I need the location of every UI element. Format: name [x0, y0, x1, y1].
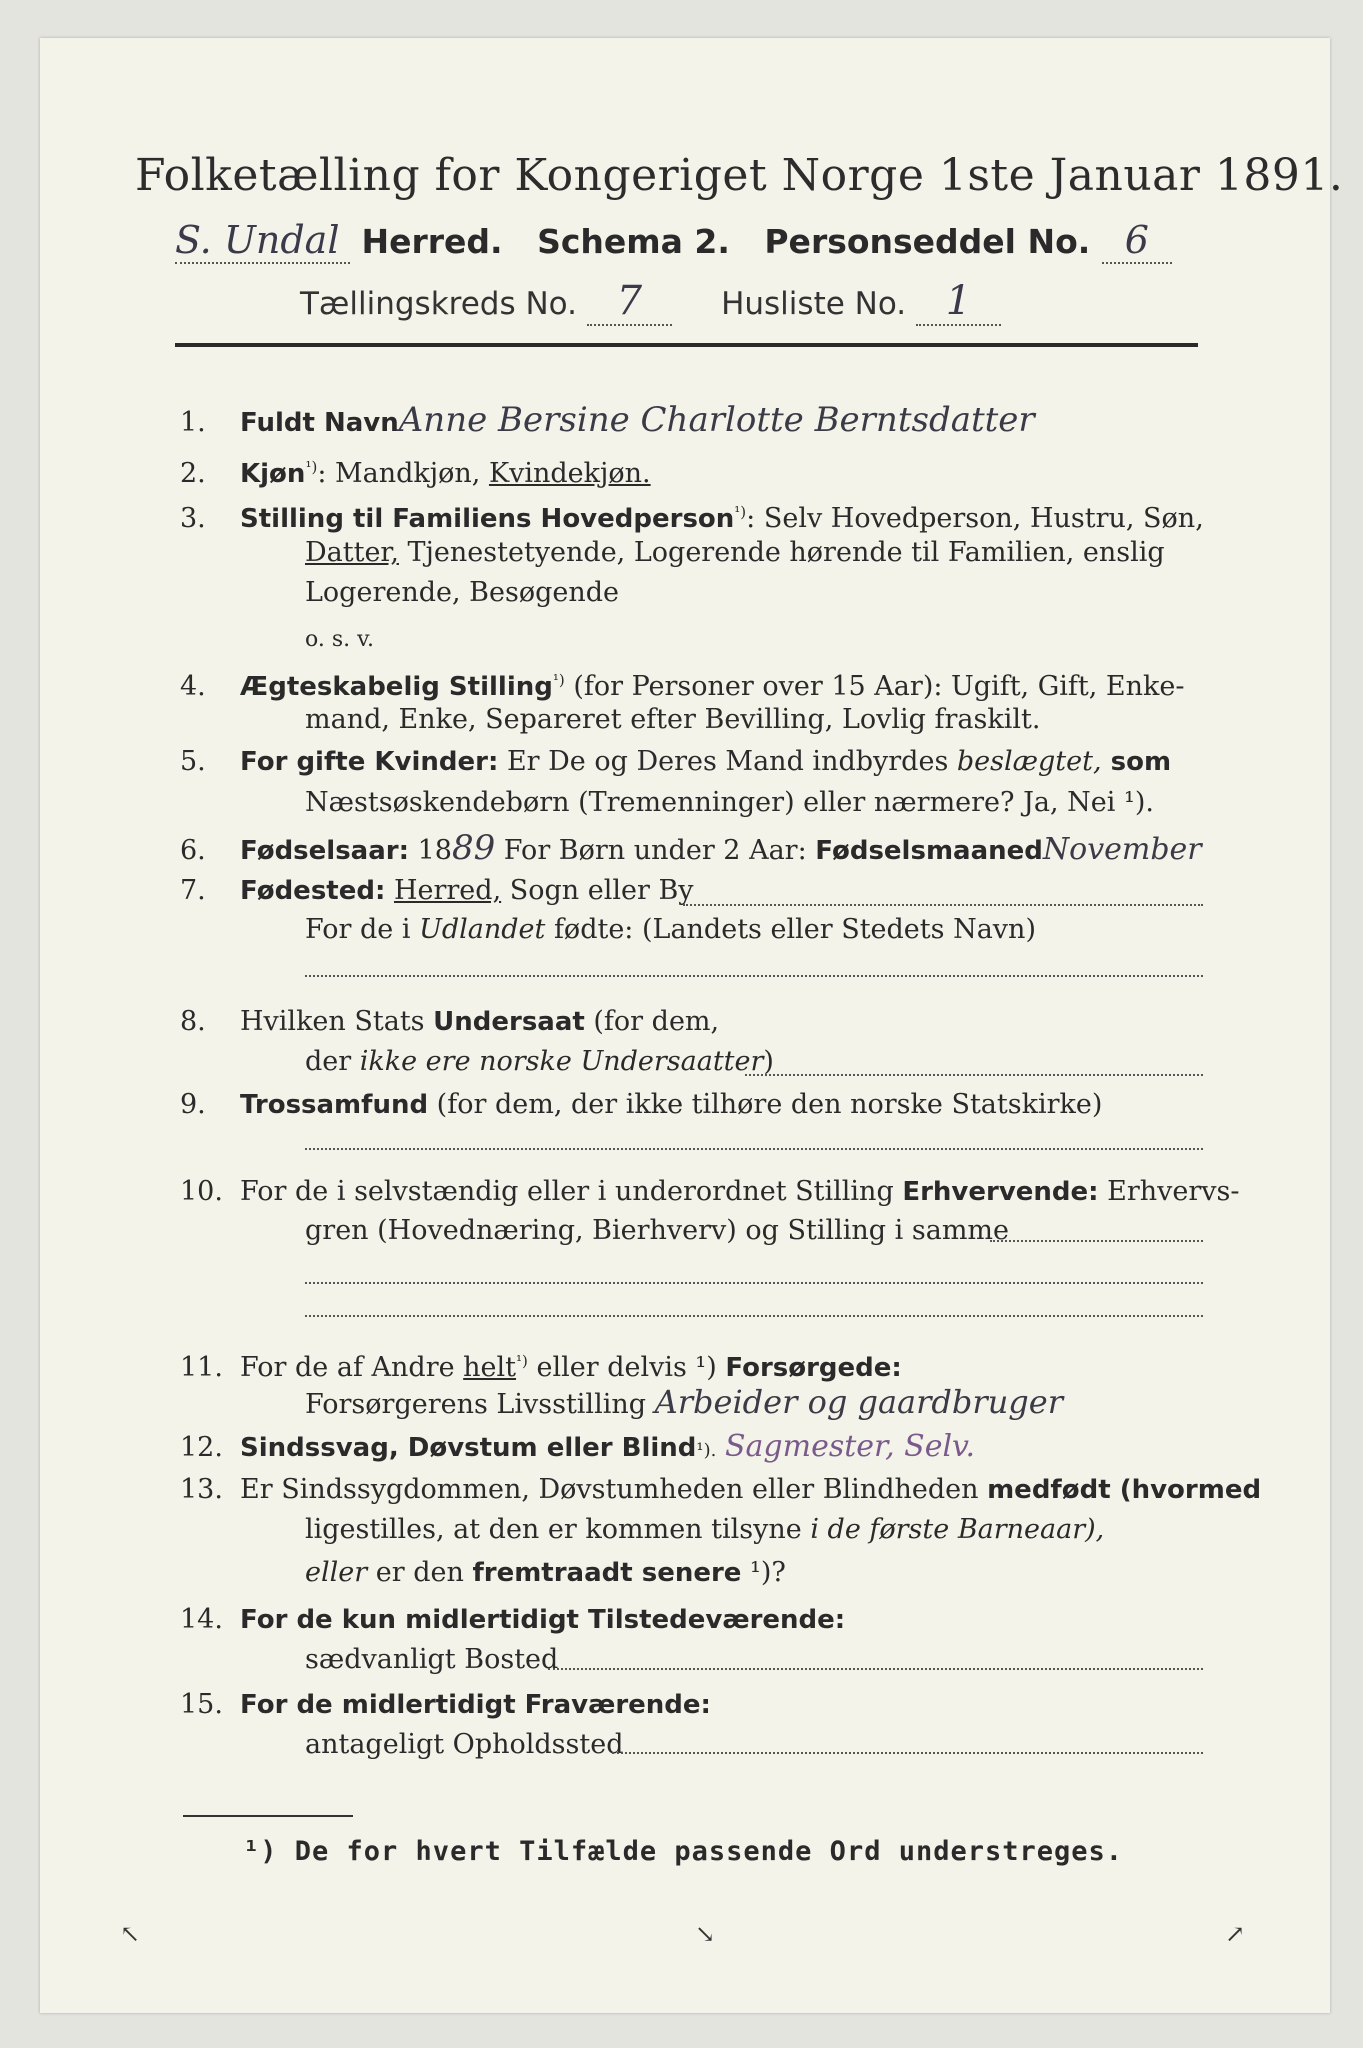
- question-text: Er Sindssygdommen, Døvstumheden eller Blindheden: [240, 1474, 988, 1505]
- question-10-line-2: gren (Hovednæring, Bierhverv) og Stilling i samme: [305, 1215, 1010, 1246]
- birth-month-value: November: [1042, 832, 1202, 867]
- footnote-ref: ¹).: [696, 1440, 717, 1461]
- question-14-line-2: sædvanligt Bosted: [305, 1644, 559, 1675]
- provider-occupation-value: Arbeider og gaardbruger: [654, 1383, 1064, 1421]
- question-label: Fuldt Navn: [240, 408, 399, 438]
- header-row-herred: [175, 218, 1205, 264]
- question-4: [180, 665, 1220, 702]
- question-text: Sogn eller By: [501, 875, 694, 906]
- question-number: 7.: [180, 875, 206, 906]
- question-text-italic: eller: [305, 1557, 368, 1588]
- question-number: 13.: [180, 1474, 223, 1505]
- question-text: er den: [367, 1557, 473, 1588]
- form-title: Folketælling for Kongeriget Norge 1ste Januar 1891.: [135, 150, 1344, 201]
- question-label: For de kun midlertidigt Tilstedeværende:: [240, 1605, 846, 1635]
- full-name-value: Anne Bersine Charlotte Berntsdatter: [398, 400, 1035, 440]
- birth-year-value: 89: [451, 828, 496, 868]
- question-text: fødte: (Landets eller Stedets Navn): [545, 914, 1036, 945]
- question-12: [180, 1429, 1220, 1466]
- question-label: Sindssvag, Døvstum eller Blind: [240, 1433, 697, 1463]
- answer-line: [745, 1074, 1203, 1076]
- footnote-ref: ¹): [516, 1352, 528, 1370]
- header-row-kreds: [300, 278, 1100, 326]
- personseddel-value: 6: [1102, 218, 1172, 264]
- question-text: (for dem, der ikke tilhøre den norske Statskirke): [428, 1089, 1103, 1120]
- question-label: Fødselsaar:: [240, 836, 409, 866]
- answer-line: [612, 1752, 1203, 1754]
- footnote-ref: ¹): [305, 458, 318, 476]
- question-8-line-2: der ikke ere norske Undersaatter): [305, 1046, 774, 1077]
- question-label: Undersaat: [433, 1007, 585, 1037]
- question-text: eller delvis ¹): [527, 1352, 726, 1383]
- question-text-underlined: helt: [463, 1352, 517, 1383]
- husliste-label: Husliste No.: [721, 286, 907, 322]
- question-text: For de i selvstændig eller i underordnet Stilling: [240, 1176, 903, 1207]
- question-13-line-3: [305, 1558, 786, 1588]
- question-number: 4.: [180, 671, 206, 702]
- question-number: 6.: [180, 835, 206, 866]
- question-text: (hvormed: [1110, 1475, 1262, 1505]
- question-label: medfødt: [987, 1475, 1111, 1505]
- question-text-underlined: Datter,: [305, 537, 399, 568]
- herred-value: S. Undal: [175, 218, 350, 264]
- question-15: [180, 1690, 1220, 1720]
- question-15-line-2: antageligt Opholdssted: [305, 1729, 624, 1760]
- question-label: Fødested:: [240, 876, 386, 906]
- answer-line: [305, 1282, 1203, 1284]
- question-3: [180, 497, 1220, 534]
- taellingskreds-label: Tællingskreds No.: [300, 286, 577, 322]
- question-number: 11.: [180, 1352, 223, 1383]
- question-text: For de i: [305, 914, 420, 945]
- question-number: 5.: [180, 746, 206, 777]
- question-text: ¹)?: [741, 1557, 786, 1588]
- footnote-ref: ¹): [734, 503, 747, 521]
- question-11-line-2: [305, 1383, 1064, 1421]
- question-text: Forsørgerens Livsstilling: [305, 1389, 647, 1420]
- question-3-line-2: [305, 538, 1165, 568]
- question-number: 15.: [180, 1689, 223, 1720]
- question-label: Stilling til Familiens Hovedperson: [240, 504, 735, 534]
- question-text: For de af Andre: [240, 1352, 464, 1383]
- taellingskreds-value: 7: [587, 278, 672, 326]
- question-8: [180, 1007, 1220, 1037]
- question-number: 1.: [180, 407, 206, 438]
- question-5: [180, 747, 1220, 777]
- personseddel-label: Personseddel No.: [764, 222, 1091, 261]
- question-number: 10.: [180, 1176, 223, 1207]
- corner-mark-icon: ↗: [1225, 1920, 1246, 1948]
- question-text: : Mandkjøn,: [317, 458, 489, 489]
- question-number: 8.: [180, 1006, 206, 1037]
- question-10: [180, 1176, 1240, 1207]
- question-14: [180, 1605, 1220, 1635]
- question-text: som: [1101, 747, 1172, 777]
- husliste-value: 1: [916, 278, 1001, 326]
- question-text: Hvilken Stats: [240, 1006, 434, 1037]
- question-label: Trossamfund: [240, 1090, 429, 1120]
- annotation-value: Sagmester, Selv.: [724, 1429, 975, 1464]
- question-label: fremtraadt senere: [472, 1558, 742, 1588]
- corner-mark-icon: ↘: [695, 1920, 716, 1948]
- answer-line: [548, 1668, 1203, 1670]
- question-text-underlined: Kvindekjøn.: [488, 458, 651, 489]
- question-6: [180, 828, 1220, 868]
- question-text: : Selv Hovedperson, Hustru, Søn,: [746, 503, 1204, 534]
- question-label: Ægteskabelig Stilling: [240, 672, 553, 702]
- question-2: [180, 452, 1220, 489]
- question-text-italic: ikke ere norske Undersaatter: [359, 1046, 764, 1077]
- question-3-line-4: o. s. v.: [305, 627, 374, 652]
- question-4-line-2: mand, Enke, Separeret efter Bevilling, Lovlig fraskilt.: [305, 704, 1041, 735]
- question-11: [180, 1346, 1220, 1383]
- herred-label: Herred.: [361, 222, 503, 261]
- question-text: Erhvervs-: [1098, 1176, 1240, 1207]
- answer-line: [305, 1148, 1203, 1150]
- question-7-line-2: [305, 915, 1036, 945]
- question-3-line-3: Logerende, Besøgende: [305, 577, 619, 608]
- question-13: [180, 1474, 1262, 1505]
- question-number: 2.: [180, 458, 206, 489]
- answer-line: [683, 904, 1203, 906]
- question-text-italic: i de første Barneaar),: [810, 1514, 1105, 1545]
- question-text: (for dem,: [584, 1006, 720, 1037]
- question-text: ligestilles, at den er kommen tilsyne: [305, 1514, 811, 1545]
- question-label: Fødselsmaaned: [815, 836, 1043, 866]
- question-7: [180, 876, 1220, 906]
- question-5-line-2: Næstsøskendebørn (Tremenninger) eller nærmere? Ja, Nei ¹).: [305, 787, 1154, 818]
- question-number: 12.: [180, 1432, 223, 1463]
- question-text: For Børn under 2 Aar:: [495, 835, 816, 866]
- footnote: ¹) De for hvert Tilfælde passende Ord understreges.: [243, 1836, 1124, 1867]
- answer-line: [305, 1315, 1203, 1317]
- question-text: (for Personer over 15 Aar): Ugift, Gift, Enke-: [564, 671, 1185, 702]
- question-text: Tjenestetyende, Logerende hørende til Familien, enslig: [398, 537, 1165, 568]
- footnote-ref: ¹): [552, 671, 565, 689]
- answer-line: [305, 975, 1203, 977]
- question-label: Forsørgede:: [725, 1353, 902, 1383]
- schema-label: Schema 2.: [537, 222, 730, 261]
- question-text: der: [305, 1046, 360, 1077]
- question-9: [180, 1090, 1220, 1120]
- question-1: [180, 400, 1220, 440]
- answer-line: [990, 1240, 1203, 1242]
- question-text: Er De og Deres Mand indbyrdes: [498, 746, 957, 777]
- question-number: 9.: [180, 1089, 206, 1120]
- question-text-italic: Udlandet: [419, 914, 546, 945]
- question-number: 3.: [180, 503, 206, 534]
- question-label: For de midlertidigt Fraværende:: [240, 1690, 711, 1720]
- question-label: Kjøn: [240, 459, 306, 489]
- header-rule: [175, 343, 1198, 347]
- question-label: Erhvervende:: [902, 1177, 1099, 1207]
- corner-mark-icon: ↖: [120, 1920, 141, 1948]
- year-prefix: 18: [409, 835, 452, 866]
- question-text-underlined: Herred,: [393, 875, 502, 906]
- question-label: For gifte Kvinder:: [240, 747, 499, 777]
- question-13-line-2: [305, 1515, 1104, 1545]
- footnote-rule: [183, 1815, 353, 1817]
- question-number: 14.: [180, 1604, 223, 1635]
- question-text-italic: beslægtet,: [956, 746, 1102, 777]
